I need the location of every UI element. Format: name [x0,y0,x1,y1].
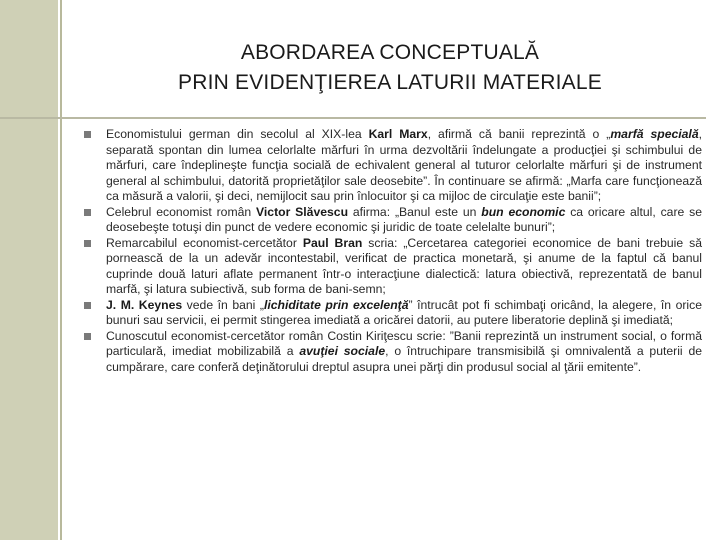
bullet-name: Victor Slăvescu [256,204,349,219]
bullet-text: , o întruchipare transmisibilă şi omnivalentă a puterii de cumpărare, care conferă deţinătorului dreptul asupra unei părţi din produsul social al ţării emitente”. [106,344,703,374]
bullet-name: J. M. Keynes [106,297,183,312]
bullet-text: scria: „Cercetarea categoriei economice de bani trebuie să pornească de la un adevăr incontestabil, verificat de practica monetară, şi anume de la faptul că banul cuprinde două laturi aflate permanent într-o interacţiune dialectică: latura obiectivă, reprezentată de banul marfă, şi latura subiectivă, sub forma de bani-semn; [106,235,702,296]
square-bullet-icon [84,302,91,309]
bullet-text: Economistului german din secolul al XIX-lea [106,127,369,141]
bullet-text: , separată spontan din lumea celorlalte mărfuri în urma dezvoltării îndelungate a producţiei şi schimbului de mărfuri, care îndeplineşte funcţia socială de echivalent general al tuturor celorlalte mărfuri şi de instrument general al schimbului, datorită proprietăţilor sale deosebite”. În continuare se afirmă: „Marfa care funcţionează ca măsură a valorii, şi deci, nemijlocit sau prin înlocuitor şi ca mijloc de circulaţie este banii”; [106,127,702,203]
bullet-text: Celebrul economist român [106,204,256,219]
square-bullet-icon [84,240,91,247]
bullet-text: afirma: „Banul este un [348,204,482,219]
bullet-text: vede în bani „ [182,297,264,312]
square-bullet-icon [84,209,91,216]
bullet-text: Remarcabilul economist-cercetător [106,235,303,250]
title-line-2: PRIN EVIDENŢIEREA LATURII MATERIALE [178,71,602,94]
bullet-text: ca oricare altul, care se deosebeşte totuşi din punct de vedere economic şi juridic de toate celelalte bunuri”; [106,204,702,234]
square-bullet-icon [84,131,91,138]
bullet-item-bran [84,236,702,298]
bullet-name: Karl Marx [368,127,428,141]
bullet-emphasis: avuţiei sociale [299,344,386,358]
sidebar-decoration [0,0,58,540]
bullet-text: , afirmă că banii reprezintă o „ [427,127,611,141]
bullet-emphasis: bun economic [481,204,566,219]
bullet-text: ” întrucât pot fi schimbaţi oricând, la alegere, în orice bunuri sau servicii, ei permit stingerea imediată a oricărei datorii, au putere liberatorie deplină şi imediată; [106,297,702,327]
sidebar-divider [60,0,62,540]
bullet-item-kiritescu [84,329,702,376]
bullet-name: Paul Bran [302,235,363,250]
bullet-list [84,127,702,375]
bullet-emphasis: marfă specială [610,127,699,141]
title-rule [0,117,706,119]
slide-title [100,38,680,98]
bullet-text: Cunoscutul economist-cercetător român Costin Kiriţescu scrie: ”Banii reprezintă un instrument social, o formă particulară, imediat mobilizabilă a [106,328,702,358]
bullet-item-marx [84,127,702,205]
bullet-emphasis: lichiditate prin excelenţă [263,297,409,312]
square-bullet-icon [84,333,91,340]
bullet-item-slavescu [84,205,702,236]
title-line-1: ABORDAREA CONCEPTUALĂ [240,41,540,64]
bullet-item-keynes [84,298,702,329]
